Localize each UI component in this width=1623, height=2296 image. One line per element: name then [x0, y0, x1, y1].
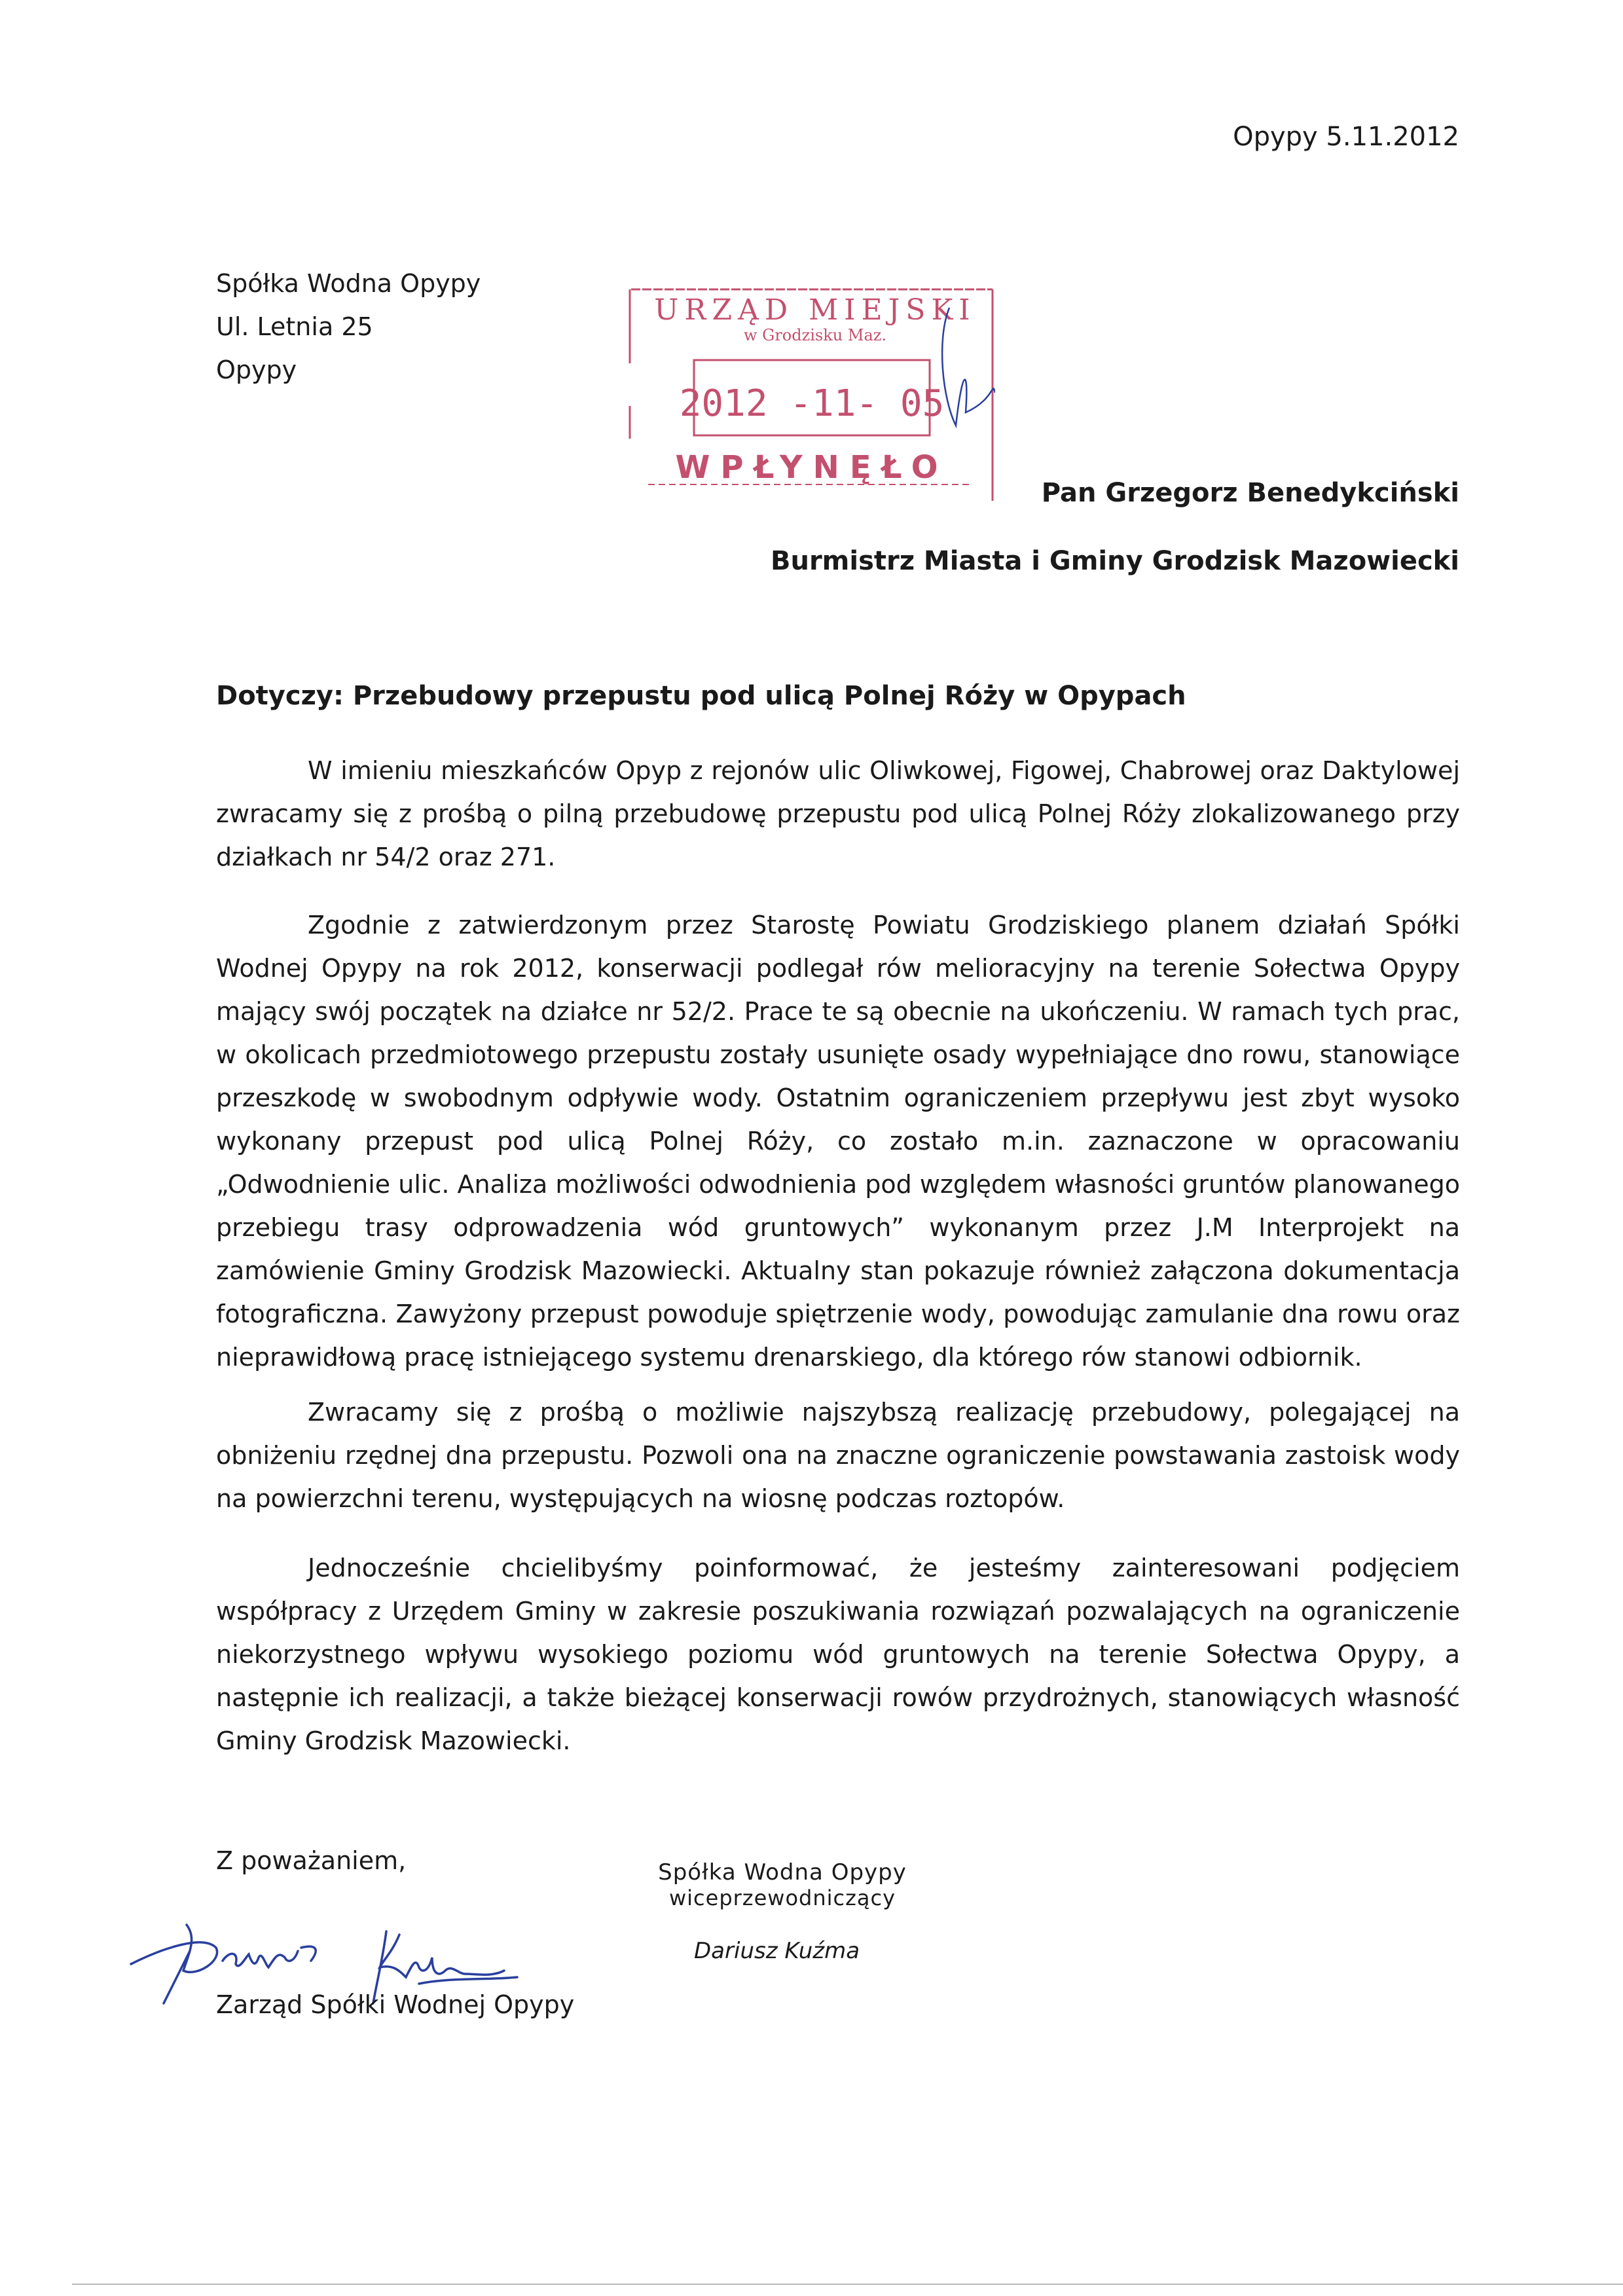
addressee-title: Burmistrz Miasta i Gminy Grodzisk Mazowiecki: [770, 546, 1459, 576]
paragraph-3: Zwracamy się z prośbą o możliwie najszybszą realizację przebudowy, polegającej na obniżeniu rzędnej dna przepustu. Pozwoli ona na znaczne ograniczenie powstawania zastoisk wody na powierzchni terenu, występujących na wiosnę podczas roztopów.: [216, 1398, 1460, 1513]
sender-address: [216, 262, 481, 392]
stamp-date: 2012 -11- 05: [679, 382, 945, 425]
closing-salutation: Z poważaniem,: [216, 1846, 407, 1875]
stamp-line-2: w Grodzisku Maz.: [743, 326, 887, 344]
paragraph-2: Zgodnie z zatwierdzonym przez Starostę Powiatu Grodziskiego planem działań Spółki Wodnej Opypy na rok 2012, konserwacji podlegał rów melioracyjny na terenie Sołectwa Opypy mający swój początek na działce nr 52/2. Prace te są obecnie na ukończeniu. W ramach tych prac, w okolicach przedmiotowego przepustu zostały usunięte osady wypełniające dno rowu, stanowiące przeszkodę w swobodnym odpływie wody. Ostatnim ograniczeniem przepływu jest zbyt wysoko wykonany przepust pod ulicą Polnej Róży, co zostało m.in. zaznaczone w opracowaniu „Odwodnienie ulic. Analiza możliwości odwodnienia pod względem własności gruntów planowanego przebiegu trasy odprowadzenia wód gruntowych” wykonanym przez J.M Interprojekt na zamówienie Gminy Grodzisk Mazowiecki. Aktualny stan pokazuje również załączona dokumentacja fotograficzna. Zawyżony przepust powoduje spiętrzenie wody, powodując zamulanie dna rowu oraz nieprawidłową pracę istniejącego systemu drenarskiego, dla którego rów stanowi odbiornik.: [216, 911, 1460, 1372]
letter-subject: Dotyczy: Przebudowy przepustu pod ulicą Polnej Róży w Opypach: [216, 681, 1186, 711]
sender-line-1: Spółka Wodna Opypy: [216, 269, 481, 298]
stamp-line-1: URZĄD MIEJSKI: [654, 293, 976, 327]
stamp-received: WPŁYNĘŁO: [675, 449, 949, 486]
paragraph-4: Jednocześnie chcielibyśmy poinformować, że jesteśmy zainteresowani podjęciem współpracy z Urzędem Gminy w zakresie poszukiwania rozwiązań pozwalających na ograniczenie niekorzystnego wpływu wysokiego poziomu wód gruntowych na terenie Sołectwa Opypy, a następnie ich realizacji, a także bieżącej konserwacji rowów przydrożnych, stanowiących własność Gminy Grodzisk Mazowiecki.: [216, 1554, 1460, 1755]
org-stamp-person: Dariusz Kuźma: [694, 1938, 860, 1964]
org-stamp-role: wiceprzewodniczący: [668, 1886, 896, 1910]
org-stamp-name: Spółka Wodna Opypy: [658, 1859, 907, 1886]
received-stamp: [629, 288, 995, 501]
organization-stamp: [629, 1859, 936, 1910]
board-signature: Zarząd Spółki Wodnej Opypy: [216, 1990, 575, 2019]
sender-line-3: Opypy: [216, 355, 297, 384]
addressee-name: Pan Grzegorz Benedykciński: [1041, 478, 1459, 508]
letter-date: Opypy 5.11.2012: [1233, 122, 1459, 152]
paragraph-1: W imieniu mieszkańców Opyp z rejonów ulic Oliwkowej, Figowej, Chabrowej oraz Daktylowej zwracamy się z prośbą o pilną przebudowę przepustu pod ulicą Polnej Róży zlokalizowanego przy działkach nr 54/2 oraz 271.: [216, 756, 1460, 871]
sender-line-2: Ul. Letnia 25: [216, 312, 373, 341]
scan-edge-line: [72, 2284, 1623, 2285]
